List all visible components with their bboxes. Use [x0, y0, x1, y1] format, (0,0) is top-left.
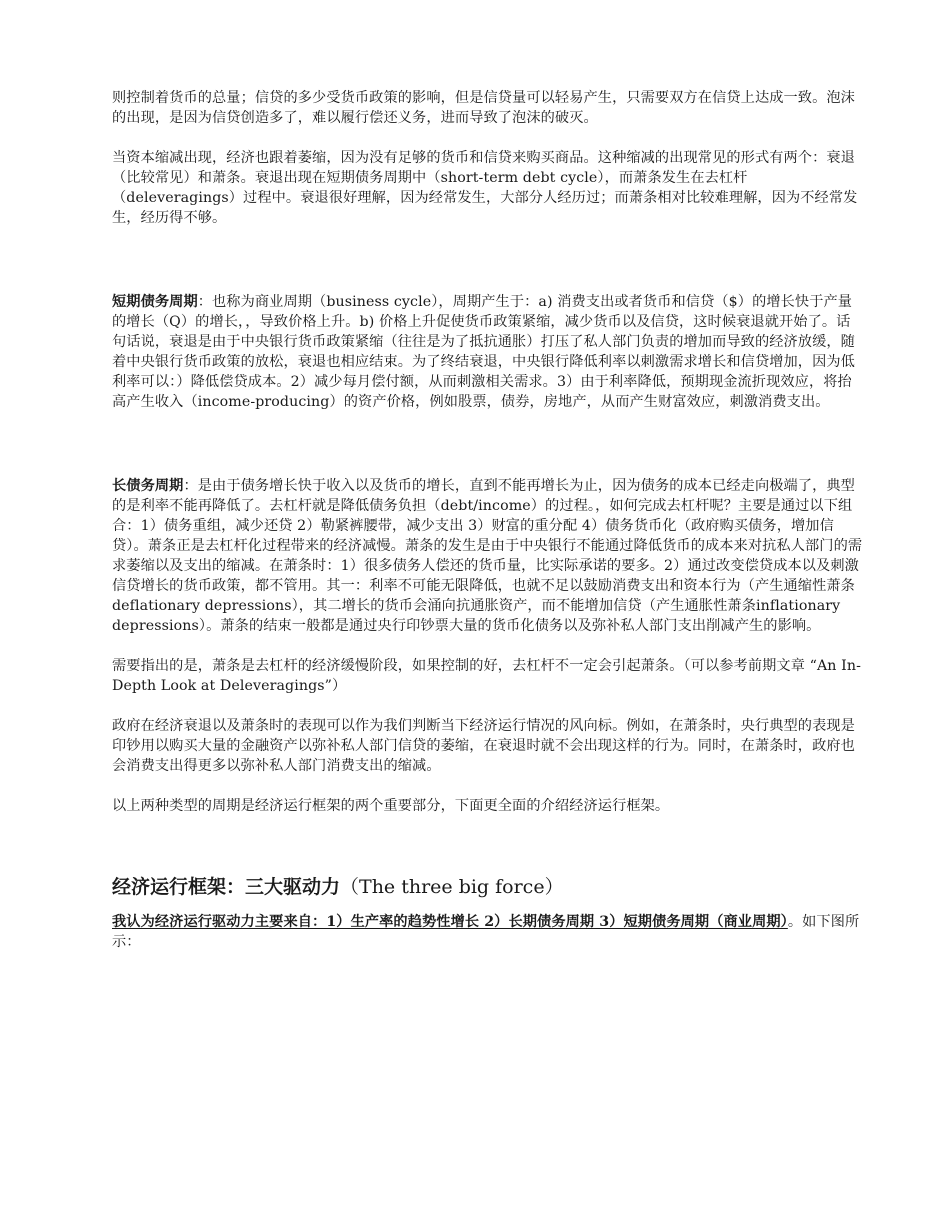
long-debt-cycle-body: ：是由于债务增长快于收入以及货币的增长，直到不能再增长为止，因为债务的成本已经走向极端了，典型的是利率不能再降低了。去杠杆就是降低债务负担（debt/income）的过程。，如何完成去杠杆呢？主要是通过以下组合：1）债务重组，减少还贷 2）勒紧裤腰带，减少支出 3）财富的重分配 4）债务货币化（政府购买债务，增加信贷）。萧条正是去杠杆化过程带来的经济减慢。萧条的发生是由于中央银行不能通过降低货币的成本来对抗私人部门的需求萎缩以及支出的缩减。在萧条时：1）很多债务人偿还的货币量，比实际承诺的要多。2）通过改变偿贷成本以及刺激信贷增长的货币政策，都不管用。其一：利率不可能无限降低，也就不足以鼓励消费支出和资本行为（产生通缩性萧条deflationary depressions），其二增长的货币会涌向抗通胀资产，而不能增加信贷（产生通胀性萧条inflationary depressions）。萧条的结束一般都是通过央行印钞票大量的货币化债务以及弥补私人部门支出削减产生的影响。	[112, 478, 863, 634]
section-heading-cn: 经济运行框架：三大驱动力	[112, 876, 341, 898]
summary-paragraph: 以上两种类型的周期是经济运行框架的两个重要部分，下面更全面的介绍经济运行框架。	[112, 798, 670, 814]
intro-paragraph-2: 当资本缩减出现，经济也跟着萎缩，因为没有足够的货币和信贷来购买商品。这种缩减的出现常见的形式有两个：衰退（比较常见）和萧条。衰退出现在短期债务周期中（short-term debt cycle），而萧条发生在去杠杆（deleveragings）过程中。衰退很好理解，因为经常发生，大部分人经历过；而萧条相对比较难理解，因为不经常发生，经历得不够。	[112, 150, 858, 226]
long-debt-cycle-paragraph	[112, 476, 864, 636]
intro-paragraph-1: 则控制着货币的总量；信贷的多少受货币政策的影响，但是信贷量可以轻易产生，只需要双方在信贷上达成一致。泡沫的出现，是因为信贷创造多了，难以履行偿还义务，进而导致了泡沫的破灭。	[112, 90, 855, 126]
section-heading	[112, 874, 864, 900]
thesis-underlined-text: 我认为经济运行驱动力主要来自：1）生产率的趋势性增长 2）长期债务周期 3）短期债务周期（商业周期）	[112, 914, 788, 930]
short-debt-cycle-paragraph	[112, 292, 864, 412]
long-debt-cycle-term: 长债务周期	[112, 478, 184, 494]
short-debt-cycle-term: 短期债务周期	[112, 294, 198, 310]
deleveraging-note-paragraph: 需要指出的是，萧条是去杠杆的经济缓慢阶段，如果控制的好，去杠杆不一定会引起萧条。（可以参考前期文章 “An In-Depth Look at Deleveragings”）	[112, 658, 861, 694]
government-behavior-paragraph: 政府在经济衰退以及萧条时的表现可以作为我们判断当下经济运行情况的风向标。例如，在萧条时，央行典型的表现是印钞用以购买大量的金融资产以弥补私人部门信贷的萎缩，在衰退时就不会出现这样的行为。同时，在萧条时，政府也会消费支出得更多以弥补私人部门消费支出的缩减。	[112, 718, 855, 774]
thesis-paragraph	[112, 912, 864, 952]
section-heading-en: （The three big force）	[340, 876, 564, 898]
thesis-tail-text: 。如下图所示：	[112, 914, 860, 950]
short-debt-cycle-body: ：也称为商业周期（business cycle），周期产生于：a) 消费支出或者货币和信贷（$）的增长快于产量的增长（Q）的增长，，导致价格上升。b) 价格上升促使货币政策紧缩，减少货币以及信贷，这时候衰退就开始了。话句话说，衰退是由于中央银行货币政策紧缩（往往是为了抵抗通胀）打压了私人部门负责的增加而导致的经济放缓，随着中央银行货币政策的放松，衰退也相应结束。为了终结衰退，中央银行降低利率以刺激需求增长和信贷增加，因为低利率可以：）降低偿贷成本。2）减少每月偿付额，从而刺激相关需求。3）由于利率降低，预期现金流折现效应，将抬高产生收入（income-producing）的资产价格，例如股票，债券，房地产，从而产生财富效应，刺激消费支出。	[112, 294, 855, 410]
document-page	[112, 88, 864, 952]
